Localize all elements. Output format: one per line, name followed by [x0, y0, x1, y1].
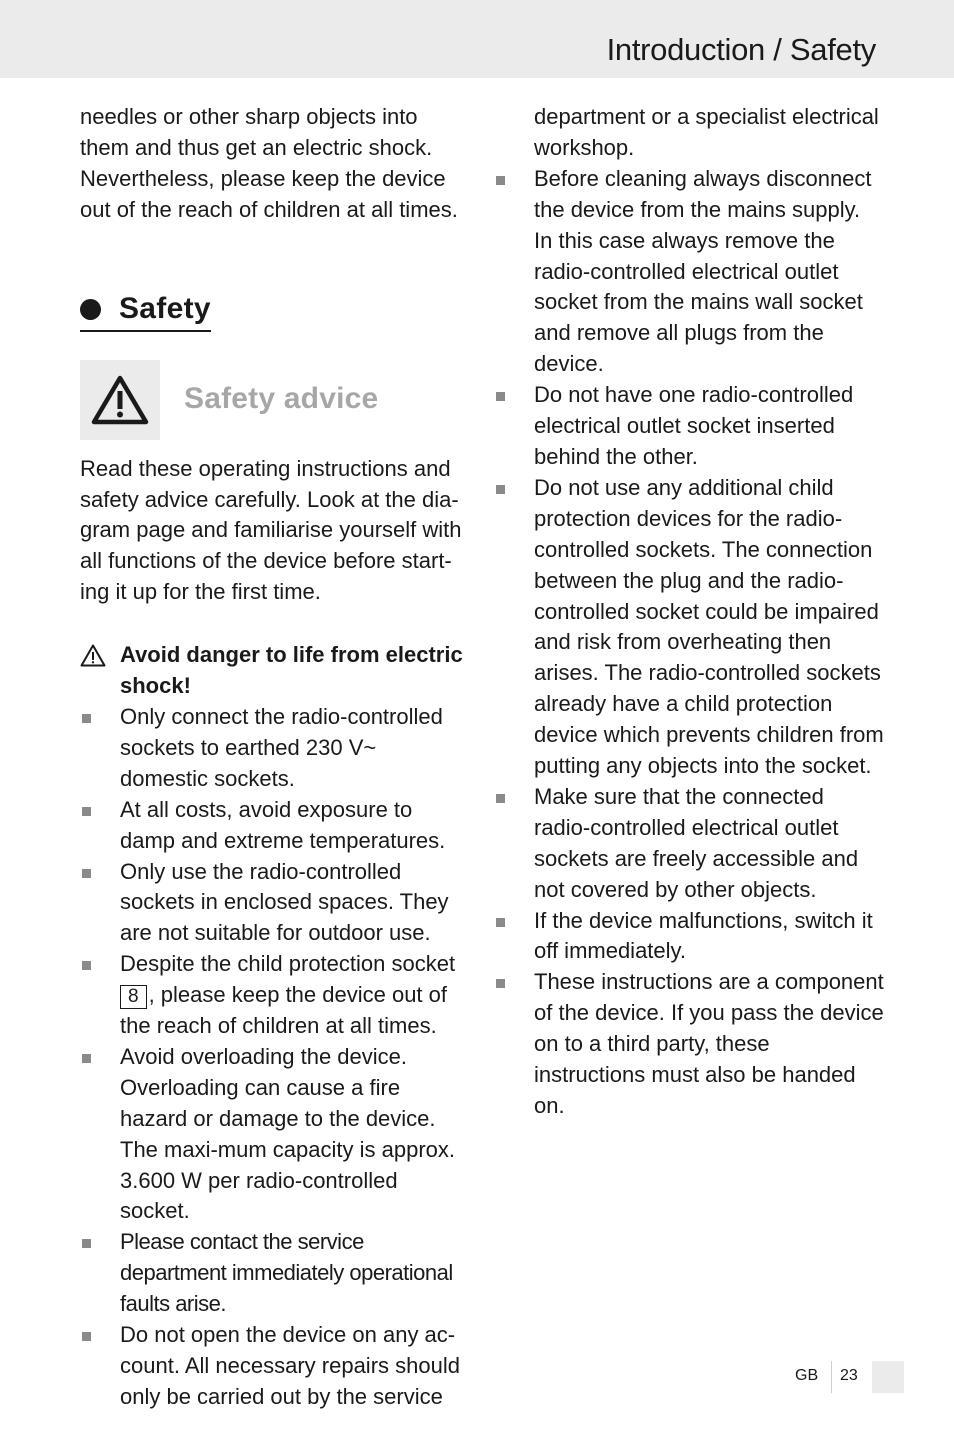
square-bullet-icon — [494, 782, 534, 906]
footer-language-code: GB — [795, 1367, 819, 1384]
list-item — [494, 782, 884, 906]
square-bullet-icon — [80, 1320, 120, 1413]
square-bullet-icon — [80, 1042, 120, 1227]
square-bullet-icon — [494, 906, 534, 968]
square-bullet-icon — [80, 795, 120, 857]
list-item-text: Do not have one radio-controlled electrical outlet socket inserted behind the other. — [534, 382, 854, 469]
list-item — [80, 795, 465, 857]
list-item — [80, 1320, 465, 1413]
page-header-title: Introduction / Safety — [606, 32, 876, 67]
danger-heading-text: Avoid danger to life from electric shock! — [120, 642, 463, 699]
child-bullet-text-post: , please keep the device out of the reach of children at all times. — [120, 982, 448, 1039]
list-item-text: These instructions are a component of the device. If you pass the device on to a third party, these instructions must also be handed on. — [534, 969, 884, 1118]
list-item-text: At all costs, avoid exposure to damp and extreme temperatures. — [120, 796, 446, 853]
list-item — [80, 702, 465, 795]
list-item-text: Make sure that the connected radio-controlled electrical outlet sockets are freely accessible and not covered by other objects. — [534, 783, 859, 902]
list-item — [494, 967, 884, 1122]
left-bullet-list — [80, 702, 465, 1413]
right-column — [494, 102, 884, 1122]
square-bullet-icon — [494, 164, 534, 380]
list-item-text: Before cleaning always disconnect the device from the mains supply. In this case always remove the radio-controlled electrical outlet socket from the mains wall socket and remove all plugs from the device. — [534, 165, 872, 377]
list-item-text: Only use the radio-controlled sockets in enclosed spaces. They are not suitable for outdoor use. — [120, 858, 449, 946]
square-bullet-icon — [494, 473, 534, 782]
reference-number-box: 8 — [120, 985, 147, 1009]
list-item — [80, 1042, 465, 1227]
danger-warning-icon — [80, 640, 120, 702]
advice-paragraph: Read these operating instructions and safety advice carefully. Look at the dia-gram page and familiarise yourself with all functions of the device before start-ing it up for the first time. — [80, 455, 462, 605]
square-bullet-icon — [494, 967, 534, 1122]
list-item-text — [120, 949, 465, 1042]
list-item-text: Only connect the radio-controlled sockets to earthed 230 V~ domestic sockets. — [120, 703, 443, 791]
section-heading-safety — [80, 290, 211, 332]
list-item-text: Avoid overloading the device. Overloading can cause a fire hazard or damage to the device. The maxi-mum capacity is approx. 3.600 W per radio-controlled socket. — [120, 1043, 455, 1224]
list-item — [80, 857, 465, 950]
list-item — [494, 906, 884, 968]
footer-page-number: 23 — [840, 1367, 858, 1384]
square-bullet-icon — [80, 1227, 120, 1320]
intro-paragraph: needles or other sharp objects into them and thus get an electric shock. Nevertheless, please keep the device out of the reach of children at all times. — [80, 104, 458, 222]
safety-advice-heading — [80, 360, 465, 440]
continued-paragraph: department or a specialist electrical workshop. — [534, 104, 879, 160]
square-bullet-icon — [80, 949, 120, 1042]
list-item — [494, 380, 884, 473]
child-bullet-text-pre: Despite the child protection socket — [120, 951, 456, 977]
warning-triangle-icon — [80, 360, 160, 440]
list-item — [80, 1227, 465, 1320]
safety-advice-title: Safety advice — [184, 382, 379, 416]
list-item — [494, 164, 884, 380]
danger-heading — [80, 640, 465, 702]
square-bullet-icon — [494, 380, 534, 473]
list-item-text: Do not open the device on any ac-count. All necessary repairs should only be carried out by the service — [120, 1322, 460, 1409]
section-title: Safety — [119, 292, 211, 326]
list-item-text: If the device malfunctions, switch it off immediately. — [534, 907, 873, 964]
list-item — [80, 949, 465, 1042]
footer-divider — [831, 1361, 832, 1393]
section-bullet-icon — [80, 299, 101, 320]
right-bullet-list — [494, 164, 884, 1122]
list-item — [494, 473, 884, 782]
list-item-text: Do not use any additional child protection devices for the radio-controlled sockets. The connection between the plug and the radio-controlled socket could be impaired and risk from overheating then arises. The radio-controlled sockets already have a child protection device which prevents children from putting any objects into the socket. — [534, 474, 884, 779]
left-column — [80, 102, 465, 1413]
square-bullet-icon — [80, 857, 120, 950]
list-item-text: Please contact the service department immediately operational faults arise. — [120, 1229, 453, 1317]
footer-tab-marker — [872, 1361, 904, 1393]
square-bullet-icon — [80, 702, 120, 795]
